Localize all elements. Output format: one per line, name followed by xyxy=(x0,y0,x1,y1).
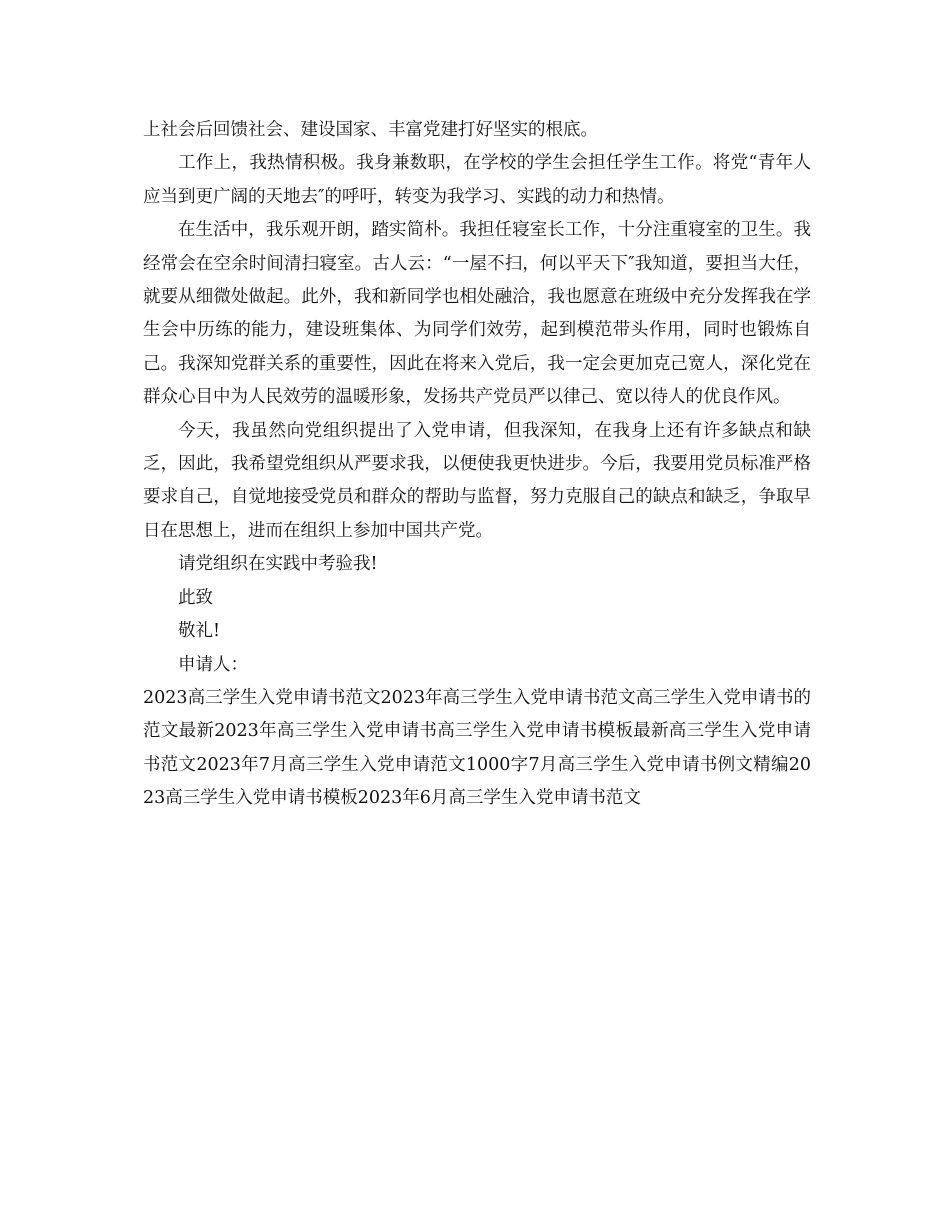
paragraph-work: 工作上，我热情积极。我身兼数职，在学校的学生会担任学生工作。将党“青年人应当到更广阔的天地去″的呼吁，转变为我学习、实践的动力和热情。 xyxy=(143,153,811,207)
related-links-text: 2023高三学生入党申请书范文2023年高三学生入党申请书范文高三学生入党申请书的范文最新2023年高三学生入党申请书高三学生入党申请书模板最新高三学生入党申请书范文2023年7月高三学生入党申请范文1000字7月高三学生入党申请书例文精编2023高三学生入党申请书模板2023年6月高三学生入党申请书范文 xyxy=(143,687,811,809)
paragraph-request: 请党组织在实践中考验我! xyxy=(178,554,378,575)
paragraph-continuation: 上社会后回馈社会、建设国家、丰富党建打好坚实的根底。 xyxy=(143,120,598,140)
paragraph-life: 在生活中，我乐观开朗，踏实简朴。我担任寝室长工作，十分注重寝室的卫生。我经常会在空余时间清扫寝室。古人云：“一屋不扫，何以平天下″我知道，要担当大任，就要从细微处做起。此外，我和新同学也相处融洽，我也愿意在班级中充分发挥我在学生会中历练的能力，建设班集体、为同学们效劳，起到模范带头作用，同时也锻炼自己。我深知党群关系的重要性，因此在将来入党后，我一定会更加克己宽人，深化党在群众心目中为人民效劳的温暖形象，发扬共产党员严以律己、宽以待人的优良作风。 xyxy=(143,220,811,408)
salutation-jingli: 敬礼! xyxy=(178,621,221,642)
document-body xyxy=(143,114,811,816)
salutation-cizhi: 此致 xyxy=(178,587,213,608)
paragraph-today: 今天，我虽然向党组织提出了入党申请，但我深知，在我身上还有许多缺点和缺乏，因此，我希望党组织从严要求我，以便使我更快进步。今后，我要用党员标准严格要求自己，自觉地接受党员和群众的帮助与监督，努力克服自己的缺点和缺乏，争取早日在思想上，进而在组织上参加中国共产党。 xyxy=(143,420,811,541)
applicant-label: 申请人： xyxy=(178,654,248,675)
